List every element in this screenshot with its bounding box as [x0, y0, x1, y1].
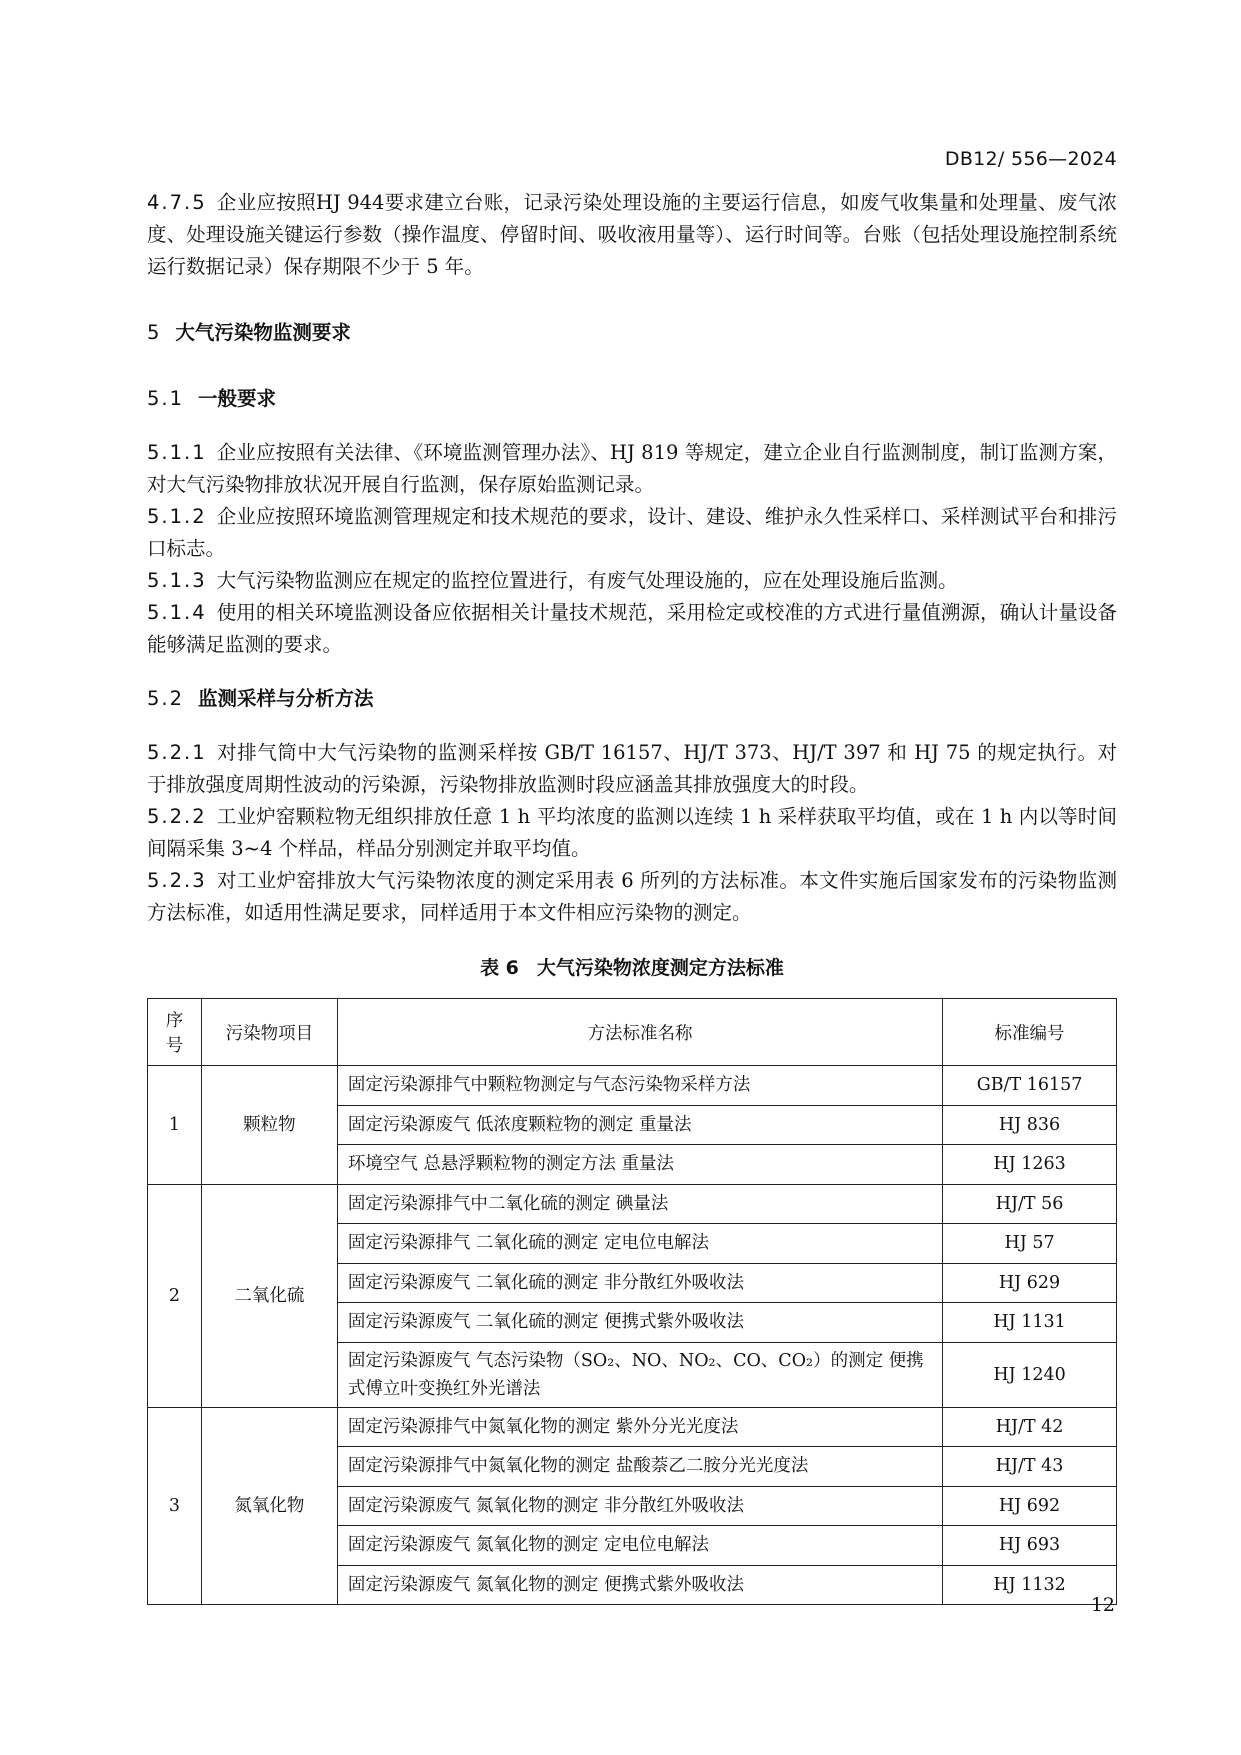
- table-header-row: [148, 999, 1117, 1066]
- clause-5-1-1: [147, 437, 1117, 501]
- cell-code: HJ 1263: [943, 1145, 1117, 1185]
- clause-number: 5.2.2: [147, 805, 207, 828]
- clause-number: 5.1.4: [147, 601, 207, 624]
- table-caption: [147, 953, 1117, 980]
- header-item: 污染物项目: [201, 999, 337, 1066]
- section-number: 5.2: [147, 687, 185, 710]
- clause-number: 4.7.5: [147, 191, 207, 214]
- cell-code: GB/T 16157: [943, 1066, 1117, 1106]
- clause-number: 5.1.1: [147, 441, 207, 464]
- cell-seq: 2: [148, 1184, 202, 1407]
- clause-5-1-3: [147, 565, 1117, 597]
- section-number: 5: [147, 321, 162, 344]
- cell-code: HJ 692: [943, 1486, 1117, 1526]
- cell-method: 固定污染源排气中颗粒物测定与气态污染物采样方法: [337, 1066, 942, 1106]
- clause-5-1-2: [147, 501, 1117, 565]
- cell-method: 固定污染源排气中氮氧化物的测定 紫外分光光度法: [337, 1407, 942, 1447]
- section-5-1-heading: [147, 383, 1117, 415]
- page-content: [147, 187, 1117, 1605]
- table-title: 大气污染物浓度测定方法标准: [536, 957, 784, 979]
- cell-code: HJ 57: [943, 1224, 1117, 1264]
- clause-text: 对工业炉窑排放大气污染物浓度的测定采用表 6 所列的方法标准。本文件实施后国家发布的污染物监测方法标准，如适用性满足要求，同样适用于本文件相应污染物的测定。: [147, 869, 1117, 924]
- cell-method: 固定污染源排气 二氧化硫的测定 定电位电解法: [337, 1224, 942, 1264]
- clause-text: 企业应按照HJ 944要求建立台账，记录污染处理设施的主要运行信息，如废气收集量和处理量、废气浓度、处理设施关键运行参数（操作温度、停留时间、吸收液用量等）、运行时间等。台账（包括处理设施控制系统运行数据记录）保存期限不少于 5 年。: [147, 191, 1117, 278]
- clause-text: 对排气筒中大气污染物的监测采样按 GB/T 16157、HJ/T 373、HJ/T 397 和 HJ 75 的规定执行。对于排放强度周期性波动的污染源，污染物排放监测时段应涵盖其排放强度大的时段。: [147, 741, 1117, 796]
- cell-method: 固定污染源废气 氮氧化物的测定 便携式紫外吸收法: [337, 1565, 942, 1605]
- cell-code: HJ/T 56: [943, 1184, 1117, 1224]
- cell-pollutant: 二氧化硫: [201, 1184, 337, 1407]
- clause-number: 5.1.3: [147, 569, 207, 592]
- cell-method: 环境空气 总悬浮颗粒物的测定方法 重量法: [337, 1145, 942, 1185]
- clause-text: 企业应按照有关法律、《环境监测管理办法》、HJ 819 等规定，建立企业自行监测制度，制订监测方案，对大气污染物排放状况开展自行监测，保存原始监测记录。: [147, 441, 1117, 496]
- clause-text: 工业炉窑颗粒物无组织排放任意 1 h 平均浓度的监测以连续 1 h 采样获取平均值，或在 1 h 内以等时间间隔采集 3~4 个样品，样品分别测定并取平均值。: [147, 805, 1117, 860]
- cell-code: HJ 1131: [943, 1303, 1117, 1343]
- table-row: [148, 1184, 1117, 1224]
- clause-5-2-2: [147, 801, 1117, 865]
- cell-method: 固定污染源废气 低浓度颗粒物的测定 重量法: [337, 1105, 942, 1145]
- header-seq: 序号: [148, 999, 202, 1066]
- clause-5-1-4: [147, 597, 1117, 661]
- header-code: 标准编号: [943, 999, 1117, 1066]
- clause-number: 5.1.2: [147, 505, 207, 528]
- clause-4-7-5: [147, 187, 1117, 283]
- document-id: DB12/ 556—2024: [944, 148, 1117, 170]
- clause-text: 大气污染物监测应在规定的监控位置进行，有废气处理设施的，应在处理设施后监测。: [216, 569, 958, 592]
- cell-seq: 1: [148, 1066, 202, 1185]
- cell-code: HJ/T 42: [943, 1407, 1117, 1447]
- clause-text: 使用的相关环境监测设备应依据相关计量技术规范，采用检定或校准的方式进行量值溯源，确认计量设备能够满足监测的要求。: [147, 601, 1117, 656]
- table-number: 表 6: [480, 957, 519, 979]
- cell-code: HJ 1240: [943, 1342, 1117, 1407]
- cell-method: 固定污染源废气 氮氧化物的测定 非分散红外吸收法: [337, 1486, 942, 1526]
- cell-method: 固定污染源废气 二氧化硫的测定 非分散红外吸收法: [337, 1263, 942, 1303]
- table-row: [148, 1407, 1117, 1447]
- section-title: 监测采样与分析方法: [198, 687, 374, 710]
- section-title: 一般要求: [198, 387, 277, 410]
- clause-text: 企业应按照环境监测管理规定和技术规范的要求，设计、建设、维护永久性采样口、采样测试平台和排污口标志。: [147, 505, 1117, 560]
- cell-method: 固定污染源排气中氮氧化物的测定 盐酸萘乙二胺分光光度法: [337, 1447, 942, 1487]
- header-method: 方法标准名称: [337, 999, 942, 1066]
- cell-method: 固定污染源废气 二氧化硫的测定 便携式紫外吸收法: [337, 1303, 942, 1343]
- clause-5-2-3: [147, 865, 1117, 929]
- cell-pollutant: 颗粒物: [201, 1066, 337, 1185]
- page-number: 12: [1090, 1594, 1115, 1616]
- section-5-2-heading: [147, 683, 1117, 715]
- section-title: 大气污染物监测要求: [175, 321, 351, 344]
- methods-table: [147, 998, 1117, 1605]
- section-5-heading: [147, 317, 1117, 349]
- cell-code: HJ/T 43: [943, 1447, 1117, 1487]
- cell-method: 固定污染源废气 气态污染物（SO₂、NO、NO₂、CO、CO₂）的测定 便携式傅立叶变换红外光谱法: [337, 1342, 942, 1407]
- cell-seq: 3: [148, 1407, 202, 1605]
- cell-code: HJ 1132: [943, 1565, 1117, 1605]
- cell-code: HJ 693: [943, 1526, 1117, 1566]
- table-row: [148, 1066, 1117, 1106]
- cell-code: HJ 629: [943, 1263, 1117, 1303]
- cell-code: HJ 836: [943, 1105, 1117, 1145]
- cell-pollutant: 氮氧化物: [201, 1407, 337, 1605]
- clause-5-2-1: [147, 737, 1117, 801]
- cell-method: 固定污染源排气中二氧化硫的测定 碘量法: [337, 1184, 942, 1224]
- clause-number: 5.2.3: [147, 869, 207, 892]
- clause-number: 5.2.1: [147, 741, 207, 764]
- cell-method: 固定污染源废气 氮氧化物的测定 定电位电解法: [337, 1526, 942, 1566]
- section-number: 5.1: [147, 387, 185, 410]
